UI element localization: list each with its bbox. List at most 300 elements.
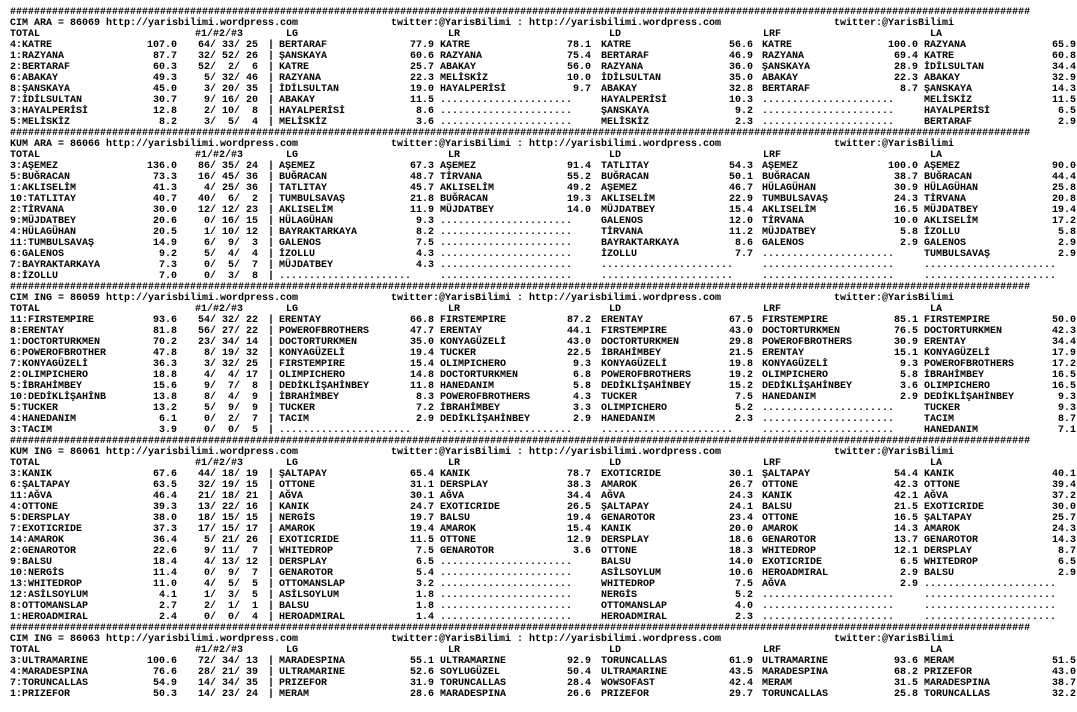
ld-header: LD bbox=[609, 150, 622, 161]
ld-value: 15.2 bbox=[728, 381, 753, 392]
ld-name: ABAKAY bbox=[601, 84, 638, 95]
placing-counts: 18/ 15/ 15 bbox=[197, 513, 258, 524]
hash-divider: ########################################################################################################################################################################## bbox=[10, 7, 1031, 18]
horse-total-name: 4:KATRE bbox=[10, 40, 53, 51]
lr-name: HAYALPERİSİ bbox=[440, 84, 507, 95]
horse-total-value: 37.3 bbox=[152, 524, 177, 535]
horse-total-value: 12.8 bbox=[152, 106, 177, 117]
table-row bbox=[10, 227, 1077, 238]
twitter-link[interactable]: twitter:@YarisBilimi : http://yarisbilimi.wordpress.com bbox=[391, 447, 722, 458]
lrf-header: LRF bbox=[763, 29, 782, 40]
lr-name: POWEROFBROTHERS bbox=[440, 392, 531, 403]
lg-name: ŞALTAPAY bbox=[279, 469, 328, 480]
la-value: 7.1 bbox=[1057, 425, 1076, 436]
ld-name: ...................... bbox=[601, 271, 734, 282]
lrf-name: AKLISELİM bbox=[762, 205, 817, 216]
twitter-handle[interactable]: twitter:@YarisBilimi bbox=[834, 293, 955, 304]
ld-value: 24.1 bbox=[728, 502, 753, 513]
horse-total-name: 4:OTTONE bbox=[10, 502, 59, 513]
horse-total-value: 47.8 bbox=[152, 348, 177, 359]
placing-counts: 3/ 32/ 25 bbox=[203, 359, 258, 370]
ld-value: 61.9 bbox=[728, 656, 753, 667]
table-row bbox=[10, 51, 1077, 62]
lrf-name: HANEDANIM bbox=[762, 392, 817, 403]
horse-total-value: 3.9 bbox=[158, 425, 177, 436]
lg-name: DEDİKLİŞAHİNBEY bbox=[279, 381, 370, 392]
horse-total-value: 38.0 bbox=[152, 513, 177, 524]
lg-name: HÜLAGÜHAN bbox=[279, 216, 334, 227]
la-value: 25.7 bbox=[1051, 513, 1076, 524]
lr-name: ...................... bbox=[440, 216, 573, 227]
placing-counts: 9/ 16/ 20 bbox=[203, 95, 258, 106]
column-separator: | bbox=[268, 359, 275, 370]
column-headers bbox=[10, 150, 1077, 161]
table-row bbox=[10, 40, 1077, 51]
column-separator: | bbox=[268, 84, 275, 95]
table-row bbox=[10, 480, 1077, 491]
la-value: 17.2 bbox=[1051, 216, 1076, 227]
lrf-name: FIRSTEMPIRE bbox=[762, 315, 829, 326]
la-name: ...................... bbox=[924, 612, 1057, 623]
lr-name: ...................... bbox=[440, 106, 573, 117]
horse-total-value: 11.4 bbox=[152, 568, 177, 579]
column-separator: | bbox=[268, 227, 275, 238]
table-row bbox=[10, 656, 1077, 667]
la-name: ...................... bbox=[924, 579, 1057, 590]
lg-value: 31.1 bbox=[409, 480, 434, 491]
placing-counts: 0/ 0/ 5 bbox=[203, 425, 258, 436]
horse-total-name: 8:ERENTAY bbox=[10, 326, 65, 337]
la-name: ...................... bbox=[924, 590, 1057, 601]
ld-value: 23.4 bbox=[728, 513, 753, 524]
horse-total-name: 6:ABAKAY bbox=[10, 73, 59, 84]
column-separator: | bbox=[268, 62, 275, 73]
la-name: KONYAGÜZELİ bbox=[924, 348, 991, 359]
lr-value: 87.2 bbox=[566, 315, 591, 326]
lg-name: KATRE bbox=[279, 62, 310, 73]
column-separator: | bbox=[268, 161, 275, 172]
lrf-value: 76.5 bbox=[893, 326, 918, 337]
lg-name: BUĞRACAN bbox=[279, 172, 328, 183]
horse-total-value: 15.6 bbox=[152, 381, 177, 392]
lr-value: 78.7 bbox=[566, 469, 591, 480]
column-headers bbox=[10, 645, 1077, 656]
placing-counts: 0/ 5/ 7 bbox=[203, 260, 258, 271]
lg-value: 3.2 bbox=[415, 579, 434, 590]
lrf-name: ŞALTAPAY bbox=[762, 469, 811, 480]
lrf-name: ŞANSKAYA bbox=[762, 62, 811, 73]
lrf-value: 21.5 bbox=[893, 502, 918, 513]
lg-value: 48.7 bbox=[409, 172, 434, 183]
lr-name: KANIK bbox=[440, 469, 471, 480]
placing-counts: 54/ 32/ 22 bbox=[197, 315, 258, 326]
table-row bbox=[10, 62, 1077, 73]
table-row bbox=[10, 590, 1077, 601]
table-row bbox=[10, 161, 1077, 172]
lr-name: EXOTICRIDE bbox=[440, 502, 501, 513]
horse-total-value: 8.2 bbox=[158, 117, 177, 128]
la-header: LA bbox=[930, 645, 943, 656]
placing-counts: 1/ 3/ 5 bbox=[203, 590, 258, 601]
ld-name: WOWSOFAST bbox=[601, 678, 656, 689]
la-name: TUCKER bbox=[924, 403, 961, 414]
la-value: 42.3 bbox=[1051, 326, 1076, 337]
table-row bbox=[10, 106, 1077, 117]
placing-counts: 13/ 22/ 16 bbox=[197, 502, 258, 513]
lrf-name: ABAKAY bbox=[762, 73, 799, 84]
column-separator: | bbox=[268, 381, 275, 392]
placing-counts: 0/ 3/ 8 bbox=[203, 271, 258, 282]
ld-value: 8.6 bbox=[734, 238, 753, 249]
lrf-value: 2.9 bbox=[899, 568, 918, 579]
lg-name: GALENOS bbox=[279, 238, 322, 249]
lg-value: 47.7 bbox=[409, 326, 434, 337]
la-value: 51.5 bbox=[1051, 656, 1076, 667]
column-separator: | bbox=[268, 579, 275, 590]
lg-name: NERGİS bbox=[279, 513, 316, 524]
ld-value: 21.5 bbox=[728, 348, 753, 359]
lr-name: RAZYANA bbox=[440, 51, 483, 62]
lr-name: OTTONE bbox=[440, 535, 477, 546]
la-value: 39.4 bbox=[1051, 480, 1076, 491]
ld-name: BAYRAKTARKAYA bbox=[601, 238, 680, 249]
horse-total-name: 1:RAZYANA bbox=[10, 51, 65, 62]
table-row bbox=[10, 194, 1077, 205]
ld-name: ASİLSOYLUM bbox=[601, 568, 662, 579]
lg-value: 31.9 bbox=[409, 678, 434, 689]
horse-total-value: 100.6 bbox=[146, 656, 177, 667]
lr-value: 2.9 bbox=[572, 414, 591, 425]
lr-value: 78.1 bbox=[566, 40, 591, 51]
column-separator: | bbox=[268, 117, 275, 128]
column-separator: | bbox=[268, 216, 275, 227]
lg-header: LG bbox=[286, 458, 299, 469]
lr-value: 19.3 bbox=[566, 194, 591, 205]
placing-counts: 4/ 13/ 12 bbox=[203, 557, 258, 568]
lg-name: AMAROK bbox=[279, 524, 316, 535]
column-separator: | bbox=[268, 51, 275, 62]
horse-total-name: 8:ŞANSKAYA bbox=[10, 84, 71, 95]
table-row bbox=[10, 249, 1077, 260]
lrf-value: 10.0 bbox=[893, 216, 918, 227]
lrf-name: ...................... bbox=[762, 601, 895, 612]
hash-divider: ########################################################################################################################################################################## bbox=[10, 282, 1031, 293]
ld-value: 5.2 bbox=[734, 403, 753, 414]
twitter-handle[interactable]: twitter:@YarisBilimi bbox=[834, 447, 955, 458]
table-row bbox=[10, 370, 1077, 381]
table-row bbox=[10, 315, 1077, 326]
placing-counts: 9/ 11/ 7 bbox=[203, 546, 258, 557]
ld-name: POWEROFBROTHERS bbox=[601, 370, 692, 381]
lg-value: 30.1 bbox=[409, 491, 434, 502]
ld-name: AMAROK bbox=[601, 480, 638, 491]
la-name: ŞALTAPAY bbox=[924, 513, 973, 524]
horse-total-name: 10:TATLITAY bbox=[10, 194, 77, 205]
lr-value: 26.5 bbox=[566, 502, 591, 513]
horse-total-value: 46.4 bbox=[152, 491, 177, 502]
ld-value: 22.9 bbox=[728, 194, 753, 205]
horse-total-name: 4:HANEDANIM bbox=[10, 414, 77, 425]
la-value: 40.1 bbox=[1051, 469, 1076, 480]
twitter-handle[interactable]: twitter:@YarisBilimi bbox=[834, 139, 955, 150]
horse-total-name: 3:KANIK bbox=[10, 469, 53, 480]
la-value: 37.2 bbox=[1051, 491, 1076, 502]
lrf-name: TİRVANA bbox=[762, 216, 805, 227]
table-row bbox=[10, 359, 1077, 370]
table-row bbox=[10, 238, 1077, 249]
horse-total-name: 6:POWEROFBROTHER bbox=[10, 348, 107, 359]
ld-name: RAZYANA bbox=[601, 62, 644, 73]
placing-counts: 32/ 19/ 15 bbox=[197, 480, 258, 491]
lrf-value: 25.8 bbox=[893, 689, 918, 700]
lg-value: 6.5 bbox=[415, 557, 434, 568]
twitter-link[interactable]: twitter:@YarisBilimi : http://yarisbilimi.wordpress.com bbox=[391, 139, 722, 150]
horse-total-value: 39.3 bbox=[152, 502, 177, 513]
lrf-name: GALENOS bbox=[762, 238, 805, 249]
column-separator: | bbox=[268, 469, 275, 480]
hash-divider: ########################################################################################################################################################################## bbox=[10, 623, 1031, 634]
ld-name: HANEDANIM bbox=[601, 414, 656, 425]
table-row bbox=[10, 205, 1077, 216]
horse-total-name: 9:BALSU bbox=[10, 557, 53, 568]
horse-total-name: 7:EXOTICRIDE bbox=[10, 524, 83, 535]
table-row bbox=[10, 502, 1077, 513]
lrf-name: BERTARAF bbox=[762, 84, 811, 95]
twitter-link[interactable]: twitter:@YarisBilimi : http://yarisbilimi.wordpress.com bbox=[391, 634, 722, 645]
lrf-name: ...................... bbox=[762, 612, 895, 623]
lrf-name: KANIK bbox=[762, 491, 793, 502]
la-name: FIRSTEMPIRE bbox=[924, 315, 991, 326]
placing-counts: 3/ 20/ 35 bbox=[203, 84, 258, 95]
lg-value: 60.6 bbox=[409, 51, 434, 62]
horse-total-name: 3:AŞEMEZ bbox=[10, 161, 59, 172]
table-row bbox=[10, 84, 1077, 95]
twitter-handle[interactable]: twitter:@YarisBilimi bbox=[834, 634, 955, 645]
lr-name: ...................... bbox=[440, 568, 573, 579]
lg-name: DERSPLAY bbox=[279, 557, 328, 568]
horse-total-value: 36.3 bbox=[152, 359, 177, 370]
la-header: LA bbox=[930, 29, 943, 40]
lr-name: MÜJDATBEY bbox=[440, 205, 495, 216]
hash-divider: ########################################################################################################################################################################## bbox=[10, 436, 1031, 447]
lrf-name: MARADESPINA bbox=[762, 667, 829, 678]
twitter-handle[interactable]: twitter:@YarisBilimi bbox=[834, 18, 955, 29]
la-name: AŞEMEZ bbox=[924, 161, 961, 172]
horse-total-name: 11:TUMBULSAVAŞ bbox=[10, 238, 95, 249]
lg-name: ERENTAY bbox=[279, 315, 322, 326]
lg-name: ŞANSKAYA bbox=[279, 51, 328, 62]
horse-total-name: 10:NERGİS bbox=[10, 568, 65, 579]
lrf-name: AŞEMEZ bbox=[762, 161, 799, 172]
lr-value: 55.2 bbox=[566, 172, 591, 183]
horse-total-value: 6.1 bbox=[158, 414, 177, 425]
placing-header: #1/#2/#3 bbox=[195, 29, 244, 40]
lg-name: KANIK bbox=[279, 502, 310, 513]
lg-name: MÜJDATBEY bbox=[279, 260, 334, 271]
lg-name: OLIMPICHERO bbox=[279, 370, 346, 381]
column-headers bbox=[10, 304, 1077, 315]
ld-name: ULTRAMARINE bbox=[601, 667, 668, 678]
lrf-value: 100.0 bbox=[887, 40, 918, 51]
ld-value: 15.4 bbox=[728, 205, 753, 216]
ld-value: 7.5 bbox=[734, 392, 753, 403]
lr-name: DOCTORTURKMEN bbox=[440, 370, 519, 381]
ld-value: 2.3 bbox=[734, 612, 753, 623]
placing-counts: 3/ 5/ 4 bbox=[203, 117, 258, 128]
placing-counts: 14/ 34/ 35 bbox=[197, 678, 258, 689]
la-value: 2.9 bbox=[1057, 238, 1076, 249]
ld-name: KONYAGÜZELİ bbox=[601, 359, 668, 370]
la-name: KANIK bbox=[924, 469, 955, 480]
lr-value: 6.8 bbox=[572, 370, 591, 381]
placing-counts: 64/ 33/ 25 bbox=[197, 40, 258, 51]
lg-value: 3.6 bbox=[415, 117, 434, 128]
lrf-name: HEROADMIRAL bbox=[762, 568, 829, 579]
placing-counts: 5/ 32/ 46 bbox=[203, 73, 258, 84]
lrf-value: 15.1 bbox=[893, 348, 918, 359]
ld-value: 14.0 bbox=[728, 557, 753, 568]
lg-value: 14.8 bbox=[409, 370, 434, 381]
column-separator: | bbox=[268, 95, 275, 106]
lr-name: ...................... bbox=[440, 117, 573, 128]
column-separator: | bbox=[268, 590, 275, 601]
column-separator: | bbox=[268, 667, 275, 678]
lr-name: DERSPLAY bbox=[440, 480, 489, 491]
lr-header: LR bbox=[448, 458, 461, 469]
lrf-name: TUMBULSAVAŞ bbox=[762, 194, 829, 205]
ld-name: PRIZEFOR bbox=[601, 689, 650, 700]
ld-value: 29.7 bbox=[728, 689, 753, 700]
placing-counts: 4/ 25/ 36 bbox=[203, 183, 258, 194]
la-value: 90.0 bbox=[1051, 161, 1076, 172]
la-value: 34.4 bbox=[1051, 62, 1076, 73]
lg-name: MERAM bbox=[279, 689, 310, 700]
lr-header: LR bbox=[448, 29, 461, 40]
la-value: 34.4 bbox=[1051, 337, 1076, 348]
lg-value: 65.4 bbox=[409, 469, 434, 480]
la-name: MARADESPINA bbox=[924, 678, 991, 689]
lr-value: 50.4 bbox=[566, 667, 591, 678]
lrf-name: AMAROK bbox=[762, 524, 799, 535]
la-name: BUĞRACAN bbox=[924, 172, 973, 183]
table-row bbox=[10, 95, 1077, 106]
table-row bbox=[10, 403, 1077, 414]
lr-value: 38.3 bbox=[566, 480, 591, 491]
lg-value: 77.9 bbox=[409, 40, 434, 51]
lg-name: POWEROFBROTHERS bbox=[279, 326, 370, 337]
la-value: 8.7 bbox=[1057, 414, 1076, 425]
column-separator: | bbox=[268, 612, 275, 623]
lr-value: 44.1 bbox=[566, 326, 591, 337]
lr-name: HANEDANIM bbox=[440, 381, 495, 392]
la-value: 11.5 bbox=[1051, 95, 1076, 106]
la-value: 6.5 bbox=[1057, 106, 1076, 117]
la-name: AMAROK bbox=[924, 524, 961, 535]
ld-value: 5.2 bbox=[734, 590, 753, 601]
table-row bbox=[10, 601, 1077, 612]
la-name: TUMBULSAVAŞ bbox=[924, 249, 991, 260]
ld-name: HAYALPERİSİ bbox=[601, 95, 668, 106]
twitter-link[interactable]: twitter:@YarisBilimi : http://yarisbilimi.wordpress.com bbox=[391, 293, 722, 304]
lrf-name: ...................... bbox=[762, 425, 895, 436]
ld-name: BALSU bbox=[601, 557, 632, 568]
lr-name: ...................... bbox=[440, 601, 573, 612]
lrf-value: 2.9 bbox=[899, 238, 918, 249]
lrf-name: ...................... bbox=[762, 95, 895, 106]
placing-counts: 0/ 2/ 7 bbox=[203, 414, 258, 425]
la-value: 32.2 bbox=[1051, 689, 1076, 700]
placing-counts: 23/ 34/ 14 bbox=[197, 337, 258, 348]
horse-total-name: 7:İDİLSULTAN bbox=[10, 95, 83, 106]
la-name: ...................... bbox=[924, 271, 1057, 282]
lg-name: FIRSTEMPIRE bbox=[279, 359, 346, 370]
twitter-link[interactable]: twitter:@YarisBilimi : http://yarisbilimi.wordpress.com bbox=[391, 18, 722, 29]
lrf-value: 28.9 bbox=[893, 62, 918, 73]
placing-counts: 9/ 7/ 8 bbox=[203, 381, 258, 392]
horse-total-name: 7:BAYRAKTARKAYA bbox=[10, 260, 101, 271]
la-name: PRIZEFOR bbox=[924, 667, 973, 678]
section-header bbox=[10, 139, 1077, 150]
horse-total-name: 11:AĞVA bbox=[10, 491, 53, 502]
lrf-name: GENAROTOR bbox=[762, 535, 817, 546]
la-value: 50.0 bbox=[1051, 315, 1076, 326]
lg-name: OTTOMANSLAP bbox=[279, 579, 346, 590]
column-separator: | bbox=[268, 491, 275, 502]
ld-header: LD bbox=[609, 304, 622, 315]
lr-value: 4.3 bbox=[572, 392, 591, 403]
lrf-value: 31.5 bbox=[893, 678, 918, 689]
lr-value: 19.4 bbox=[566, 513, 591, 524]
ld-name: DERSPLAY bbox=[601, 535, 650, 546]
column-separator: | bbox=[268, 348, 275, 359]
placing-counts: 0/ 16/ 15 bbox=[203, 216, 258, 227]
horse-total-name: 11:FIRSTEMPIRE bbox=[10, 315, 95, 326]
la-value: 6.5 bbox=[1057, 557, 1076, 568]
lrf-header: LRF bbox=[763, 304, 782, 315]
ld-name: ŞALTAPAY bbox=[601, 502, 650, 513]
horse-total-name: 9:MÜJDATBEY bbox=[10, 216, 77, 227]
column-headers bbox=[10, 458, 1077, 469]
lg-name: HAYALPERİSİ bbox=[279, 106, 346, 117]
lr-name: AĞVA bbox=[440, 491, 465, 502]
horse-total-value: 70.2 bbox=[152, 337, 177, 348]
column-separator: | bbox=[268, 194, 275, 205]
placing-counts: 52/ 2/ 6 bbox=[197, 62, 258, 73]
column-separator: | bbox=[268, 524, 275, 535]
ld-name: İDİLSULTAN bbox=[601, 73, 662, 84]
ld-value: 54.3 bbox=[728, 161, 753, 172]
lg-value: 8.6 bbox=[415, 106, 434, 117]
ld-value: 29.8 bbox=[728, 337, 753, 348]
horse-total-name: 5:DERSPLAY bbox=[10, 513, 71, 524]
lr-name: ...................... bbox=[440, 271, 573, 282]
lr-value: 43.0 bbox=[566, 337, 591, 348]
lrf-value: 69.4 bbox=[893, 51, 918, 62]
ld-value: 10.3 bbox=[728, 95, 753, 106]
la-header: LA bbox=[930, 150, 943, 161]
lg-name: ...................... bbox=[279, 271, 412, 282]
horse-total-name: 2:OLIMPICHERO bbox=[10, 370, 89, 381]
placing-counts: 0/ 9/ 7 bbox=[203, 568, 258, 579]
column-separator: | bbox=[268, 326, 275, 337]
column-separator: | bbox=[268, 370, 275, 381]
la-name: İZOLLU bbox=[924, 227, 961, 238]
total-header: TOTAL bbox=[10, 458, 41, 469]
lrf-value: 8.7 bbox=[899, 84, 918, 95]
horse-total-value: 49.3 bbox=[152, 73, 177, 84]
ld-value: 32.8 bbox=[728, 84, 753, 95]
section-header bbox=[10, 18, 1077, 29]
